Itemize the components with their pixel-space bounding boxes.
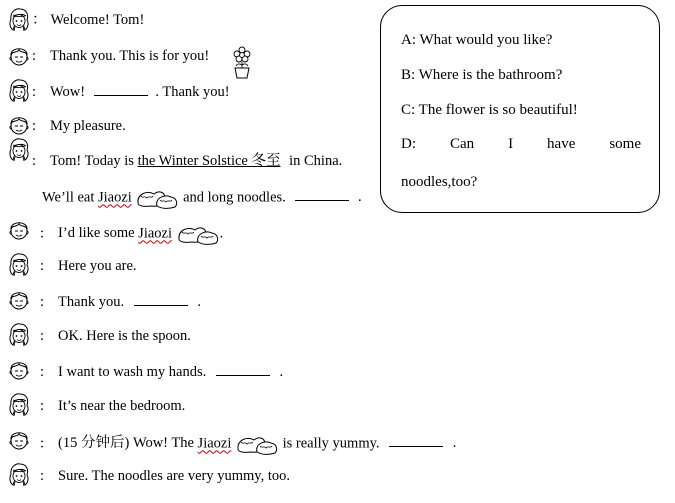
girl-avatar-icon xyxy=(8,253,30,277)
dialogue-line-11: : I want to wash my hands. . xyxy=(40,364,284,380)
girl-avatar-icon xyxy=(8,79,30,103)
potted-flower-icon xyxy=(230,46,254,80)
girl-avatar-icon xyxy=(8,8,30,32)
dialogue-line-3: : Wow! . Thank you! xyxy=(32,84,230,100)
dialogue-line-7: : I’d like some Jiaozi . xyxy=(40,222,223,246)
dumpling-icon xyxy=(135,186,179,210)
dumpling-icon xyxy=(176,222,220,246)
dialogue-line-10: : OK. Here is the spoon. xyxy=(40,328,191,344)
dialogue-line-8: : Here you are. xyxy=(40,258,137,274)
answer-blank-3[interactable] xyxy=(134,292,188,306)
answer-blank-5[interactable] xyxy=(389,433,443,447)
dialogue-line-2: : Thank you. This is for you! xyxy=(32,48,210,64)
option-a: A: What would you like? xyxy=(401,32,553,48)
answer-blank-1[interactable] xyxy=(94,82,148,96)
boy-avatar-icon xyxy=(8,113,30,137)
girl-avatar-icon xyxy=(8,136,30,164)
option-b: B: Where is the bathroom? xyxy=(401,67,563,83)
option-d: D: Can I have some xyxy=(401,136,641,152)
answer-blank-4[interactable] xyxy=(216,362,270,376)
girl-avatar-icon xyxy=(8,463,30,487)
dialogue-line-13: : (15 分钟后) Wow! The Jiaozi is really yummy. . xyxy=(40,432,456,456)
dumpling-icon xyxy=(235,432,279,456)
boy-avatar-icon xyxy=(8,288,30,312)
dialogue-line-9: : Thank you. . xyxy=(40,294,201,310)
options-box xyxy=(380,5,660,213)
dialogue-line-14: : Sure. The noodles are very yummy, too. xyxy=(40,468,290,484)
dialogue-line-1: ： Welcome! Tom! xyxy=(32,12,145,28)
girl-avatar-icon xyxy=(8,323,30,347)
boy-avatar-icon xyxy=(8,218,30,242)
boy-avatar-icon xyxy=(8,358,30,382)
dialogue-line-5: : Tom! Today is the Winter Solstice 冬至 in China. xyxy=(32,153,343,169)
boy-avatar-icon xyxy=(8,44,30,68)
dialogue-line-12: : It’s near the bedroom. xyxy=(40,398,186,414)
dialogue-line-6: We’ll eat Jiaozi and long noodles. . xyxy=(42,186,362,210)
boy-avatar-icon xyxy=(8,428,30,452)
option-c: C: The flower is so beautiful! xyxy=(401,102,578,118)
answer-blank-2[interactable] xyxy=(295,187,349,201)
option-d-continued: noodles,too? xyxy=(401,174,478,190)
dialogue-line-4: : My pleasure. xyxy=(32,118,126,134)
girl-avatar-icon xyxy=(8,393,30,417)
